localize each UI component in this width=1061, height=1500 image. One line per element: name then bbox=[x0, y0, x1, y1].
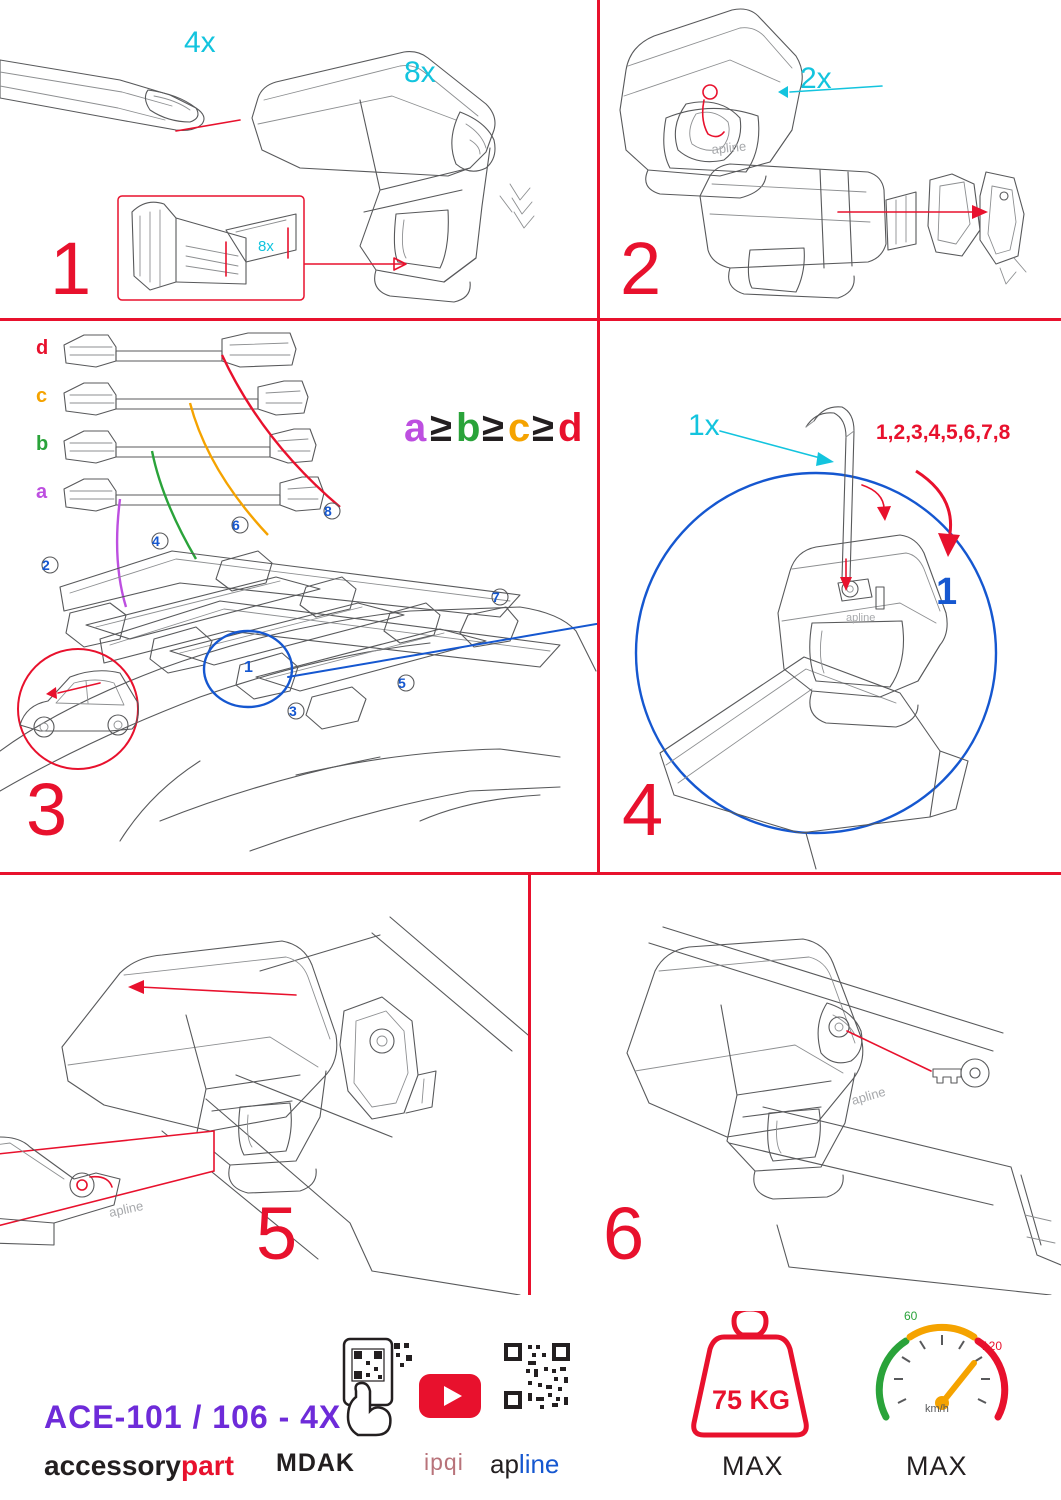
inequality-op-2: ≥ bbox=[482, 406, 504, 450]
foot-assembly-6 bbox=[627, 939, 887, 1199]
step-number-1: 1 bbox=[50, 227, 92, 310]
bolt-number-6: 6 bbox=[232, 517, 240, 533]
bolt-number-5: 5 bbox=[398, 675, 406, 691]
step-number-2: 2 bbox=[620, 227, 662, 310]
arrowhead-cyan bbox=[778, 86, 788, 98]
bolt-number-3: 3 bbox=[289, 703, 297, 719]
step-2-illustration bbox=[600, 0, 1061, 318]
max-speed-label: MAX bbox=[906, 1451, 968, 1481]
rail-variants bbox=[64, 333, 324, 511]
inequality-c: c bbox=[508, 406, 531, 450]
bolt-number-1: 1 bbox=[244, 659, 253, 676]
guide-curve-c bbox=[190, 403, 268, 535]
qty-label-8x-inset: 8x bbox=[258, 238, 274, 255]
svg-text:apline: apline bbox=[107, 1198, 145, 1220]
step-number-4: 4 bbox=[622, 768, 664, 851]
tightening-sequence: 1,2,3,4,5,6,7,8 bbox=[876, 421, 1011, 444]
inequality-a: a bbox=[404, 406, 427, 450]
inset-detail-box bbox=[118, 196, 304, 300]
roof-edge bbox=[162, 917, 528, 1295]
bolt-number-2: 2 bbox=[42, 557, 50, 573]
model-code: ACE-101 / 106 - 4X bbox=[44, 1399, 342, 1435]
brand-ipqi: ipqi bbox=[424, 1449, 464, 1475]
panel-step-2 bbox=[600, 0, 1061, 318]
max-weight-value: 75 KG bbox=[712, 1385, 791, 1415]
panel-step-6 bbox=[531, 875, 1061, 1295]
qty-label-8x: 8x bbox=[404, 56, 436, 89]
rail-row-label-d: d bbox=[36, 337, 49, 359]
gauge-min-label: 60 bbox=[904, 1309, 918, 1323]
youtube-play-icon[interactable] bbox=[418, 1373, 482, 1419]
max-speed-gauge-icon bbox=[868, 1307, 1018, 1441]
car-roof bbox=[0, 607, 596, 851]
bolt-number-8: 8 bbox=[324, 503, 332, 519]
bar-end-cap-assembly bbox=[700, 164, 1026, 298]
rail-detail bbox=[660, 657, 968, 869]
gauge-max-label: 120 bbox=[982, 1339, 1003, 1353]
lock-cylinder bbox=[340, 997, 436, 1119]
brand-accessorypart bbox=[44, 1450, 234, 1482]
qty-label-1x: 1x bbox=[688, 409, 720, 442]
step-number-3: 3 bbox=[26, 768, 68, 851]
inset-lock-detail bbox=[0, 1131, 214, 1271]
step-number-6: 6 bbox=[603, 1192, 645, 1275]
brand-apline bbox=[490, 1449, 559, 1480]
qty-label-2x: 2x bbox=[800, 62, 832, 95]
installed-rails bbox=[60, 551, 560, 667]
allen-key bbox=[806, 407, 854, 579]
bolt-number-7: 7 bbox=[492, 589, 500, 605]
step-number-5: 5 bbox=[256, 1192, 298, 1275]
speed-unit-label: km/h bbox=[925, 1403, 949, 1415]
guide-curve-a bbox=[117, 499, 126, 607]
svg-text:apline: apline bbox=[849, 1083, 888, 1108]
torque-step-number: 1 bbox=[936, 571, 958, 613]
vehicle-orientation-circle bbox=[18, 649, 138, 769]
rail-row-label-c: c bbox=[36, 385, 48, 407]
foot-with-lock bbox=[620, 9, 802, 198]
step-4-illustration bbox=[600, 321, 1061, 872]
roof-edge-6 bbox=[649, 927, 1061, 1295]
inequality-op-1: ≥ bbox=[430, 406, 452, 450]
callout-line-tool bbox=[720, 431, 824, 459]
svg-text:apline: apline bbox=[710, 138, 747, 157]
max-weight-icon bbox=[690, 1311, 810, 1443]
brand-ap-text: ap bbox=[490, 1449, 519, 1479]
guide-curve-d bbox=[222, 355, 340, 507]
slide-direction-arrow bbox=[140, 987, 296, 995]
bolt-number-4: 4 bbox=[152, 533, 160, 549]
footer bbox=[0, 1295, 1061, 1500]
qr-code-icon[interactable] bbox=[502, 1341, 572, 1411]
panel-step-3 bbox=[0, 321, 597, 872]
inequality-d: d bbox=[558, 406, 583, 450]
qty-label-4x: 4x bbox=[184, 26, 216, 59]
qr-scan-hand-icon[interactable] bbox=[336, 1337, 422, 1437]
panel-step-5 bbox=[0, 875, 528, 1295]
rail-row-label-a: a bbox=[36, 481, 48, 503]
brand-mdak: MDAK bbox=[276, 1449, 355, 1477]
key-icon bbox=[933, 1059, 989, 1087]
inequality-op-3: ≥ bbox=[532, 406, 554, 450]
inequality-b: b bbox=[456, 406, 481, 450]
zoom-circle bbox=[636, 473, 996, 833]
step-3-illustration bbox=[0, 321, 597, 872]
crossbar-profile bbox=[0, 60, 204, 130]
panel-step-1 bbox=[0, 0, 597, 318]
brand-part-text: part bbox=[181, 1450, 234, 1481]
panel-step-4 bbox=[600, 321, 1061, 872]
foot-detail bbox=[778, 535, 947, 727]
vehicle-thumbnail bbox=[20, 671, 138, 737]
svg-text:apline: apline bbox=[846, 612, 876, 624]
rail-row-label-b: b bbox=[36, 433, 49, 455]
max-weight-label: MAX bbox=[722, 1451, 784, 1481]
brand-accessory-text: accessory bbox=[44, 1450, 182, 1481]
brand-line-text: line bbox=[518, 1449, 560, 1479]
